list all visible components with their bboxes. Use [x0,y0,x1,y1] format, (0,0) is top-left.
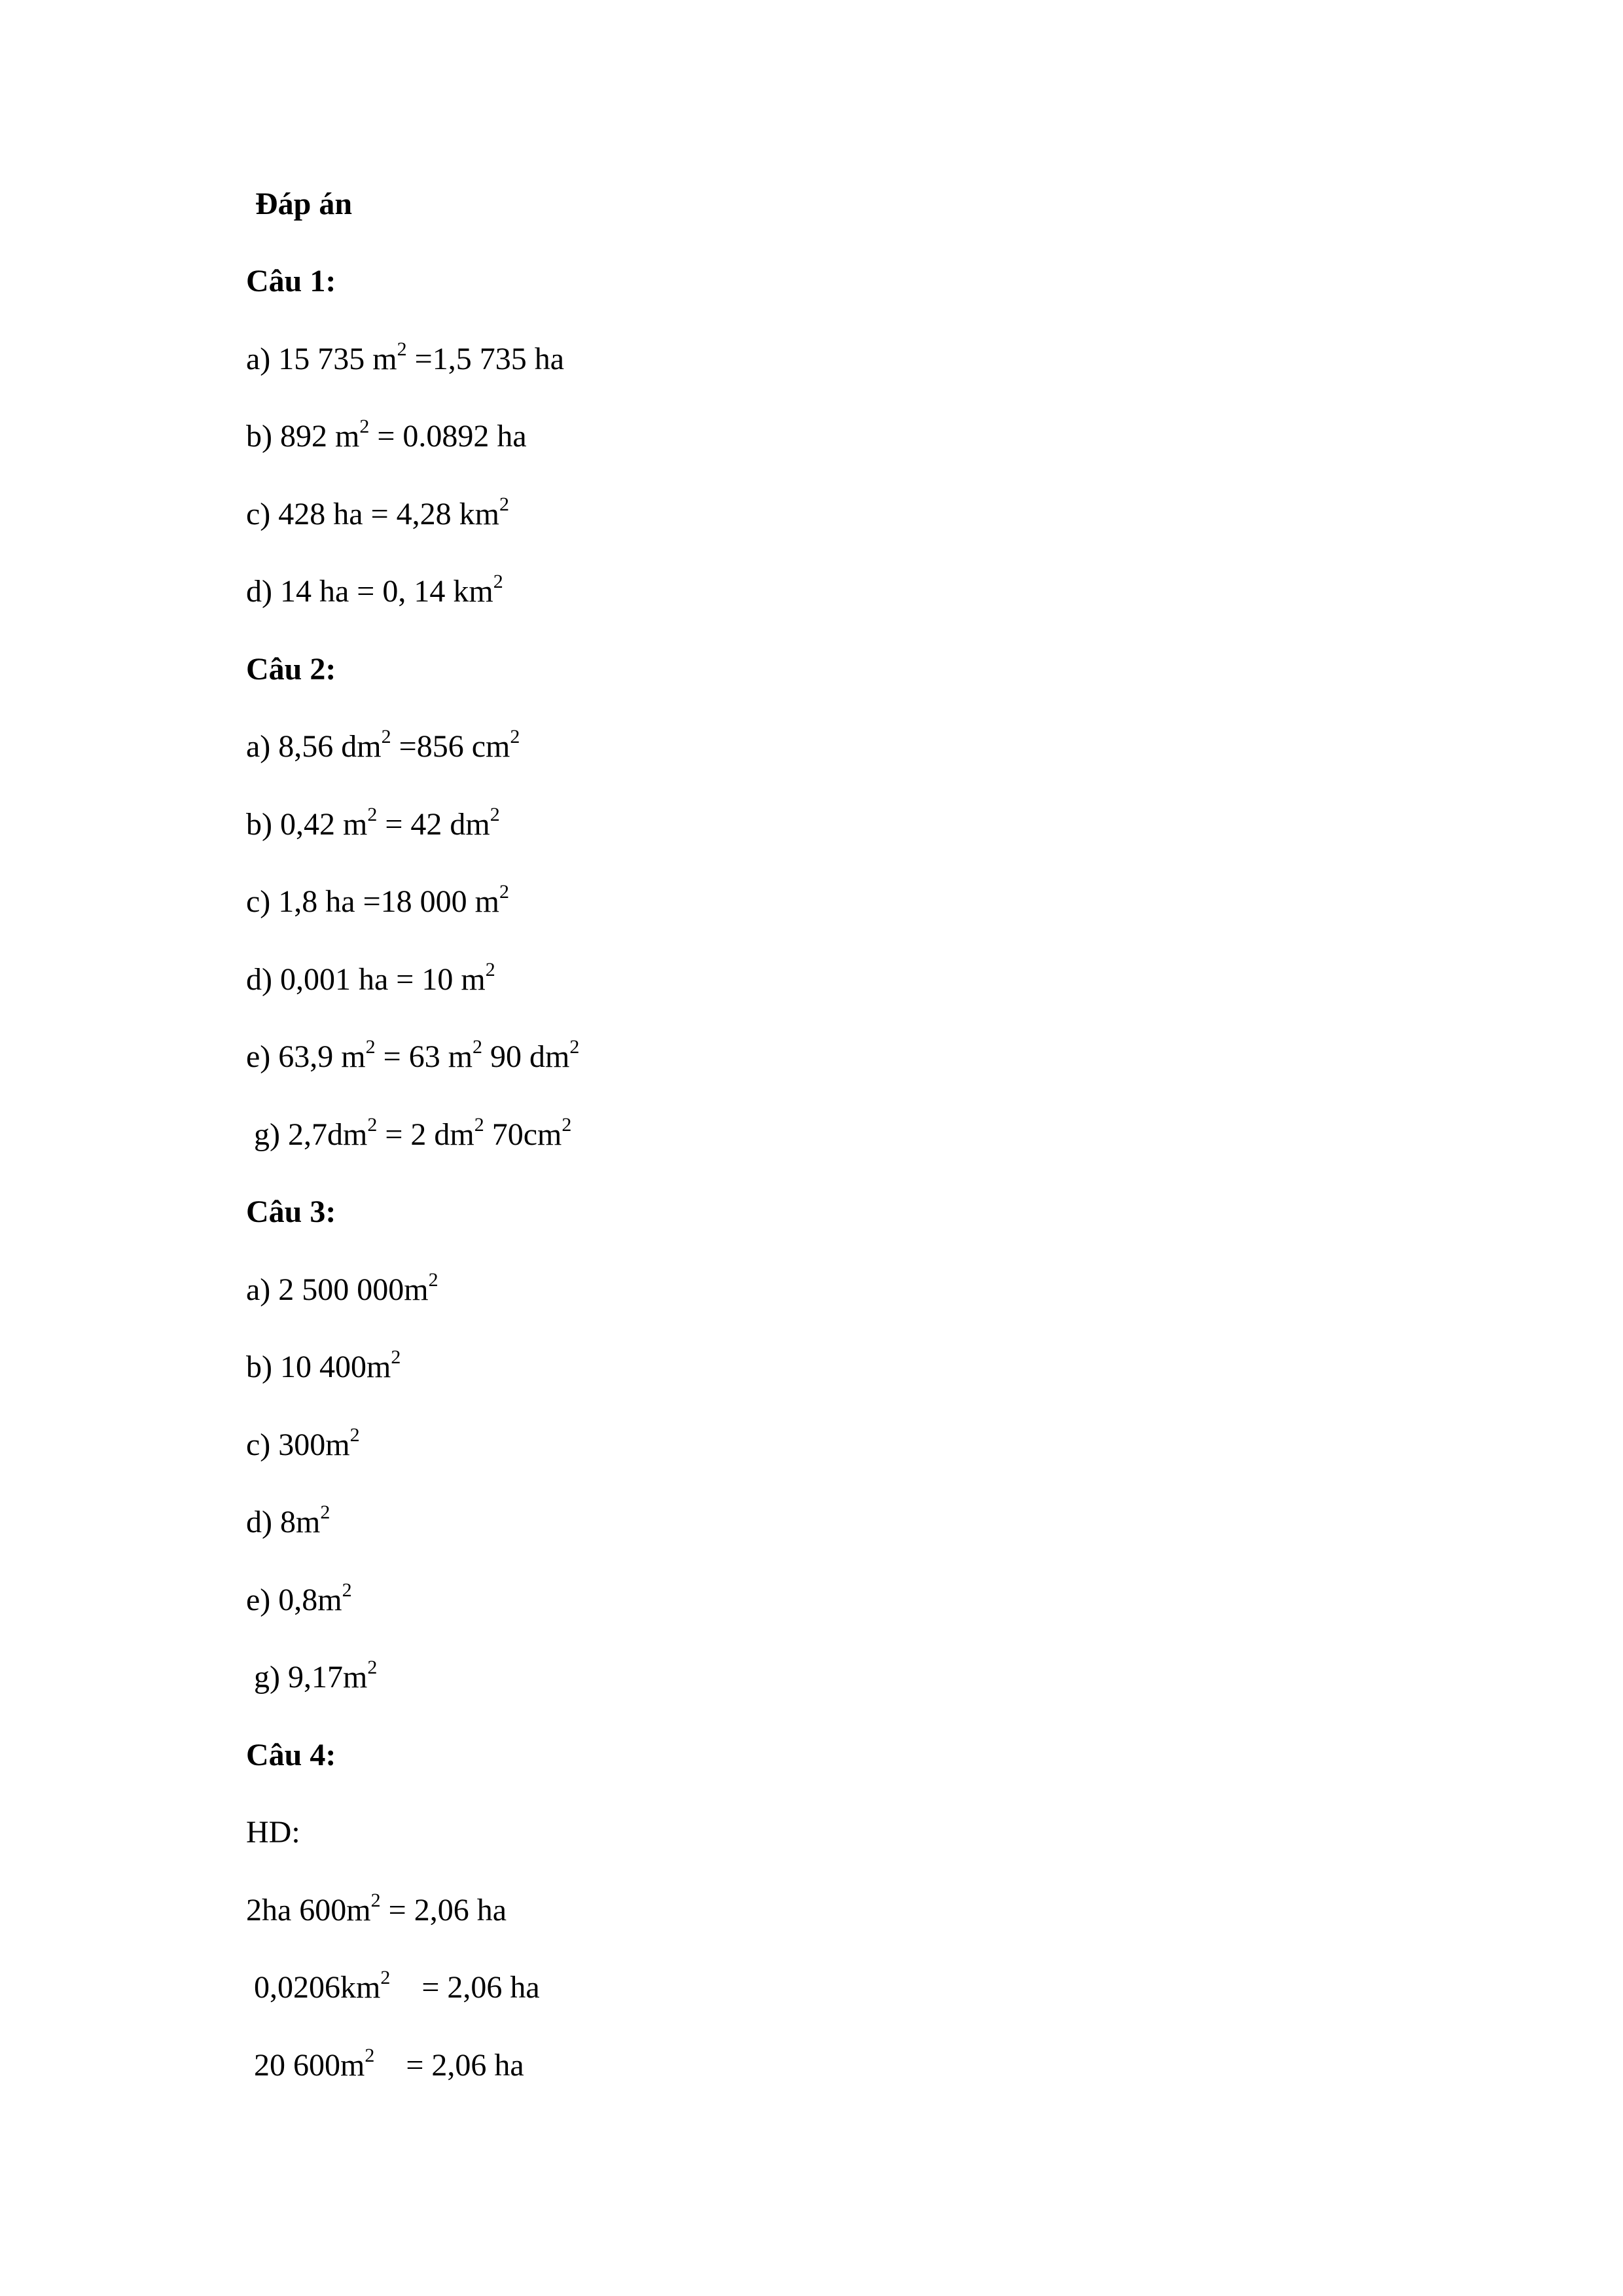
answer-text: g) 2,7dm [246,1117,368,1152]
answer-text: d) 0,001 ha = 10 m [246,962,486,997]
answer-line [246,882,509,922]
answer-line [246,1426,360,1465]
answer-text: d) 14 ha = 0, 14 km [246,574,493,609]
exponent: 2 [499,493,509,515]
exponent: 2 [349,1424,360,1446]
exponent: 2 [367,804,378,825]
answer-text: =856 cm [391,729,510,764]
answer-text: = 63 m [375,1039,473,1074]
answer-line [246,1658,377,1697]
answer-text: c) 300m [246,1427,350,1462]
answer-line [246,495,509,534]
answer-text: = 2,06 ha [374,2048,524,2083]
section-heading: Câu 2: [246,652,336,687]
exponent: 2 [428,1269,438,1291]
exponent: 2 [320,1501,330,1523]
answer-text: b) 0,42 m [246,807,368,842]
answer-text: = 2 dm [377,1117,474,1152]
section-heading: Câu 4: [246,1738,336,1772]
answer-text: a) 15 735 m [246,342,397,376]
exponent: 2 [473,1036,483,1058]
answer-text: e) 63,9 m [246,1039,366,1074]
answer-line [246,1891,507,1930]
answer-text: c) 1,8 ha =18 000 m [246,884,499,919]
exponent: 2 [510,726,520,747]
exponent: 2 [359,416,370,437]
exponent: 2 [365,1036,376,1058]
exponent: 2 [391,1346,401,1368]
exponent: 2 [493,571,503,592]
answer-text: = 0.0892 ha [369,419,527,454]
answer-line [246,1813,300,1852]
answer-text: 90 dm [482,1039,570,1074]
exponent: 2 [499,881,509,903]
answer-text: HD: [246,1815,300,1850]
answer-line [246,1503,330,1542]
answer-text: 0,0206km [246,1970,381,2005]
exponent: 2 [342,1579,352,1601]
answer-text: =1,5 735 ha [406,342,564,376]
page-title: Đáp án [255,187,353,221]
section-heading: Câu 3: [246,1194,336,1229]
answer-text: a) 8,56 dm [246,729,382,764]
answer-line [246,1270,438,1310]
exponent: 2 [365,2045,375,2066]
answer-line [246,572,503,611]
answer-line [246,727,520,766]
answer-text: e) 0,8m [246,1583,342,1617]
answer-line [246,960,495,999]
exponent: 2 [381,726,391,747]
answer-text: = 2,06 ha [390,1970,540,2005]
answer-text: g) 9,17m [246,1660,368,1695]
answer-text: = 42 dm [377,807,490,842]
answer-text: 2ha 600m [246,1893,371,1928]
exponent: 2 [370,1890,381,1911]
exponent: 2 [569,1036,580,1058]
answer-line [246,2046,524,2085]
answer-text: b) 10 400m [246,1350,391,1384]
answer-line [246,1968,540,2007]
answer-line [246,805,500,844]
exponent: 2 [485,959,495,980]
answer-text: 20 600m [246,2048,365,2083]
answer-text: d) 8m [246,1505,321,1539]
answer-line [246,340,564,379]
exponent: 2 [367,1657,378,1678]
answer-text: c) 428 ha = 4,28 km [246,497,499,531]
answer-text: 70cm [484,1117,562,1152]
exponent: 2 [490,804,500,825]
exponent: 2 [397,338,407,360]
answer-text: a) 2 500 000m [246,1272,429,1307]
exponent: 2 [367,1114,378,1136]
answer-text: b) 892 m [246,419,360,454]
answer-line [246,1037,579,1077]
answer-text: = 2,06 ha [380,1893,507,1928]
answer-line [246,1348,401,1387]
section-heading: Câu 1: [246,264,336,298]
exponent: 2 [562,1114,572,1136]
answer-line [246,417,527,456]
answer-line [246,1115,571,1155]
exponent: 2 [474,1114,484,1136]
answer-line [246,1581,352,1620]
exponent: 2 [380,1967,391,1988]
